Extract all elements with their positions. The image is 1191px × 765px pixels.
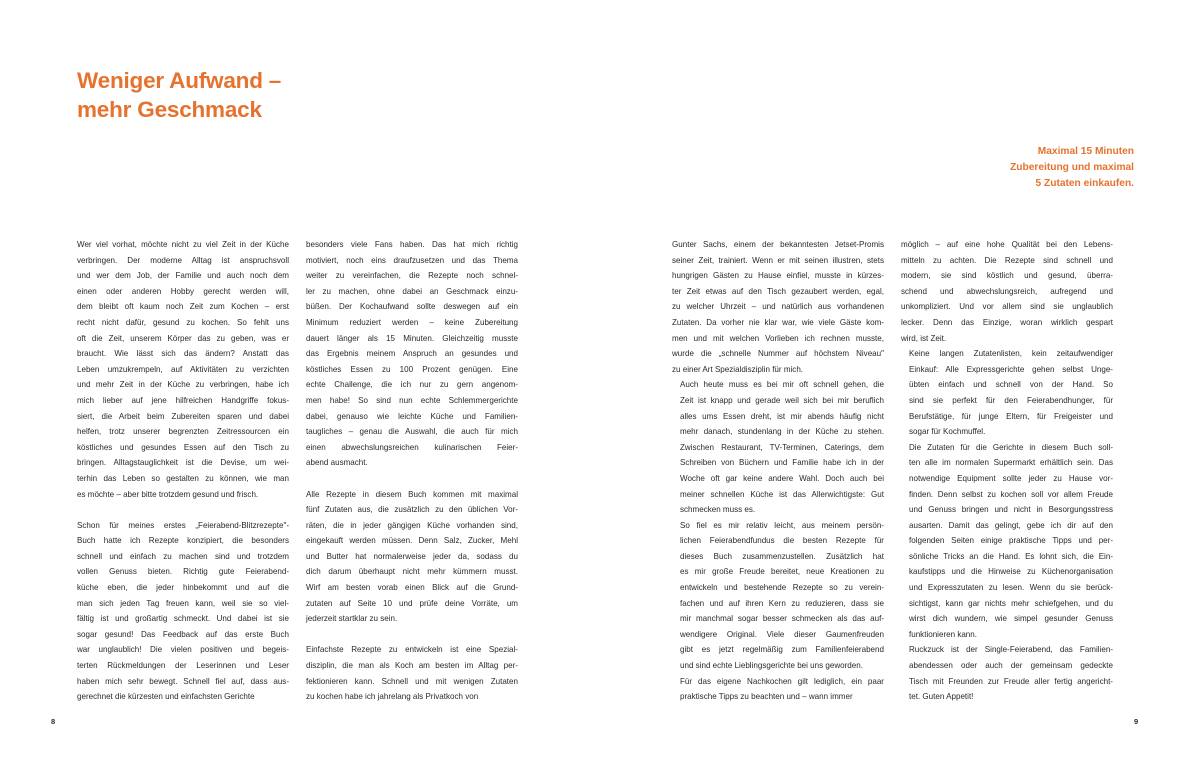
text-column-3 bbox=[672, 237, 884, 705]
text-line: es möchte – aber bitte trotzdem gesund und frisch. bbox=[77, 489, 259, 499]
chapter-title bbox=[77, 66, 477, 124]
text-line: recht nicht dafür, gesund zu kochen. So fehlt uns bbox=[77, 317, 289, 327]
text-column-1 bbox=[77, 237, 289, 705]
paragraph bbox=[672, 377, 884, 517]
text-line: mich lieber auf jene hilfreichen Handgriffe fokus- bbox=[77, 395, 289, 405]
text-line: tet. Guten Appetit! bbox=[909, 692, 974, 702]
text-line: gerechnet die kürzesten und einfachsten Gerichte bbox=[77, 692, 255, 702]
text-line: und wer dem Job, der Familie und auch noch dem bbox=[77, 271, 289, 281]
text-line: einen abwechslungsreichen kulinarischen Feier- bbox=[306, 442, 518, 452]
text-line: dieses Buch zusammenzustellen. Zusätzlich hat bbox=[680, 551, 884, 561]
tagline-line-1: Maximal 15 Minuten bbox=[1037, 146, 1134, 157]
text-line: terten Rückmeldungen der Leserinnen und Leser bbox=[77, 661, 289, 671]
tagline-line-2: Zubereitung und maximal bbox=[1010, 162, 1134, 173]
text-line: abendessen oder auch der gemeinsam gedeckte bbox=[909, 661, 1113, 671]
text-line: Leben umzukrempeln, auf Aktivitäten zu verzichten bbox=[77, 364, 289, 374]
text-line: und Butter hat normalerweise jeder da, sodass du bbox=[306, 551, 518, 561]
text-line: praktische Tipps zu beachten und – wann immer bbox=[680, 692, 853, 702]
text-line: zu einer Art Spezialdisziplin für mich. bbox=[672, 364, 804, 374]
text-line: küche eben, die jeder hinbekommt und auf die bbox=[77, 583, 289, 593]
text-line: Zutaten. Da vorher nie klar war, wie viele Gäste kom- bbox=[672, 317, 884, 327]
text-line: das Ergebnis meinem Anspruch an gesundes und bbox=[306, 349, 518, 359]
text-line: men habe! So sind nun echte Schlemmergerichte bbox=[306, 395, 518, 405]
text-line: verbringen. Der moderne Alltag ist anspruchsvoll bbox=[77, 255, 289, 265]
text-line: Zwischen Restaurant, TV-Terminen, Caterings, dem bbox=[680, 442, 884, 452]
text-line: Berufstätige, für junge Eltern, für Freigeister und bbox=[909, 411, 1113, 421]
text-line: mitteln zu achten. Die Rezepte sind schnell und bbox=[901, 255, 1113, 265]
paragraph bbox=[306, 642, 518, 704]
text-line: Zeit ist knapp und gerade weil sich bei mir beruflich bbox=[680, 395, 884, 405]
text-line: braucht. Wie lässt sich das ändern? Anstatt das bbox=[77, 349, 289, 359]
text-line: alles ums Essen dreht, ist mir abends häufig nicht bbox=[680, 411, 884, 421]
text-line: Schon für meines erstes „Feierabend-Blitzrezepte"- bbox=[77, 520, 289, 530]
text-line: hungrigen Gästen zu Hause einfiel, musste in kürzes- bbox=[672, 271, 884, 281]
text-line: sichtigst, kann gar nichts mehr schiefgehen, und du bbox=[909, 598, 1113, 608]
text-line: Schreiben von Büchern und Familie habe ich in der bbox=[680, 458, 884, 468]
text-line: und Expresszutaten zu lesen. Wenn du sie berück- bbox=[909, 583, 1113, 593]
text-line: ter Zeit etwas auf den Tisch gezaubert werden, egal, bbox=[672, 286, 884, 296]
text-line: disziplin, die man als Koch am besten im Alltag per- bbox=[306, 661, 518, 671]
text-line: Minimum reduziert werden – keine Zubereitung bbox=[306, 317, 518, 327]
text-line: wendigere Original. Viele dieser Gaumenfreuden bbox=[680, 629, 884, 639]
text-line: siert, die Arbeit beim Zubereiten sparen und dabei bbox=[77, 411, 289, 421]
text-line: einen oder anderen Hobby gerecht werden will, bbox=[77, 286, 289, 296]
text-line: zu kochen habe ich jahrelang als Privatkoch von bbox=[306, 692, 479, 702]
text-line: Einkauf: Alle Expressgerichte gehen selbst Unge- bbox=[909, 364, 1113, 374]
text-line: eingekauft werden müssen. Denn Salz, Zucker, Mehl bbox=[306, 536, 518, 546]
text-line: oft die Zeit, unserem Körper das zu geben, was er bbox=[77, 333, 289, 343]
text-line: büßen. Der Kochaufwand sollte deswegen auf ein bbox=[306, 302, 518, 312]
text-line: funktionieren kann. bbox=[909, 629, 977, 639]
text-line: meiner schnellen Küche ist das Allerwichtigste: Gut bbox=[680, 489, 884, 499]
text-line: vollen Genuss bieten. Richtig gute Feierabend- bbox=[77, 567, 289, 577]
text-line: echte Challenge, die ich nur zu gern angenom- bbox=[306, 380, 518, 390]
text-line: Ruckzuck ist der Single-Feierabend, das Familien- bbox=[909, 645, 1113, 655]
text-line: sönliche Tricks an die Hand. Es lohnt sich, die Ein- bbox=[909, 551, 1113, 561]
chapter-title-line-1: Weniger Aufwand – bbox=[77, 68, 282, 93]
text-line: mehr danach, stundenlang in der Küche zu stehen. bbox=[680, 427, 884, 437]
text-line: besonders viele Fans haben. Das hat mich richtig bbox=[306, 240, 518, 249]
text-line: Die Zutaten für die Gerichte in diesem Buch soll- bbox=[909, 442, 1113, 452]
text-line: Buch hatte ich Rezepte konzipiert, die besonders bbox=[77, 536, 289, 546]
page-number-left: 8 bbox=[51, 717, 56, 726]
text-line: haben mich sehr bewegt. Schnell fiel auf, dass aus- bbox=[77, 676, 289, 686]
text-line: schmecken muss es. bbox=[680, 505, 756, 515]
text-line: möglich – auf eine hohe Qualität bei den Lebens- bbox=[901, 240, 1113, 249]
text-line: abend ausmacht. bbox=[306, 458, 368, 468]
text-line: lecker. Denn das Einzige, woran wirklich gespart bbox=[901, 317, 1113, 327]
text-line: ten alle im normalen Supermarkt erhältlich sein. Das bbox=[909, 458, 1113, 468]
tagline-line-3: 5 Zutaten einkaufen. bbox=[1035, 178, 1134, 189]
text-line: wirst dich wundern, wie simpel gesunder Genuss bbox=[909, 614, 1113, 624]
text-line: Tisch mit Freunden zur Freude aller fertig angericht- bbox=[909, 676, 1113, 686]
chapter-title-line-2: mehr Geschmack bbox=[77, 97, 262, 122]
text-line: Wer viel vorhat, möchte nicht zu viel Zeit in der Küche bbox=[77, 240, 289, 249]
text-line: kaufstipps und die Hinweise zu Küchenorganisation bbox=[909, 567, 1113, 577]
text-line: wurde die „schnelle Nummer auf höchstem Niveau" bbox=[672, 349, 884, 359]
text-line: Gunter Sachs, einem der bekanntesten Jetset-Promis bbox=[672, 240, 884, 249]
page-number-right: 9 bbox=[1134, 717, 1139, 726]
text-line: war unglaublich! Die vielen positiven und begeis- bbox=[77, 645, 289, 655]
text-line: So fiel es mir relativ leicht, aus meinem persön- bbox=[680, 520, 884, 530]
text-line: übten einfach und schnell von der Hand. So bbox=[909, 380, 1113, 390]
text-line: fektionieren kann. Schnell und mit wenigen Zutaten bbox=[306, 676, 518, 686]
text-line: helfen, trotz unserer begrenzten Zeitressourcen ein bbox=[77, 427, 289, 437]
text-line: köstliches Essen zu 100 Prozent genügen. Eine bbox=[306, 364, 518, 374]
paragraph bbox=[77, 518, 289, 705]
text-line: ausarten. Damit das gelingt, gebe ich dir auf den bbox=[909, 520, 1113, 530]
text-column-4 bbox=[901, 237, 1113, 705]
text-line: jederzeit startklar zu sein. bbox=[306, 614, 398, 624]
text-line: unkompliziert. Und vor allem sind sie unglaublich bbox=[901, 302, 1113, 312]
text-line: fachen und auf ihren Kern zu reduzieren, dass sie bbox=[680, 598, 884, 608]
paragraph bbox=[901, 346, 1113, 440]
text-line: motiviert, noch eins draufzusetzen und das Thema bbox=[306, 255, 518, 265]
text-line: finden. Denn selbst zu kochen soll vor allem Freude bbox=[909, 489, 1113, 499]
text-line: entwickeln und bestehende Rezepte so zu verein- bbox=[680, 583, 884, 593]
text-line: Woche oft gar keine andere Wahl. Doch auch bei bbox=[680, 473, 884, 483]
text-line: und sind echte Lieblingsgerichte bei uns geworden. bbox=[680, 661, 863, 671]
paragraph bbox=[672, 237, 884, 377]
text-line: wird, ist Zeit. bbox=[901, 333, 947, 343]
text-line: dabei, genauso wie leichte Küche und Familien- bbox=[306, 411, 518, 421]
text-line: Keine langen Zutatenlisten, kein zeitaufwendiger bbox=[909, 349, 1113, 359]
text-line: mir manchmal sogar besser schmecken als das auf- bbox=[680, 614, 884, 624]
text-line: zutaten auf Seite 10 und prüfe deine Vorräte, um bbox=[306, 598, 518, 608]
text-line: fältig ist und großartig schmeckt. Und dabei ist sie bbox=[77, 614, 289, 624]
text-line: modern, sie sind köstlich und gesund, überra- bbox=[901, 271, 1113, 281]
text-line: köstliches und gesundes Essen auf den Tisch zu bbox=[77, 442, 289, 452]
text-line: zu welcher Uhrzeit – und natürlich aus vorhandenen bbox=[672, 302, 884, 312]
text-line: Einfachste Rezepte zu entwickeln ist eine Spezial- bbox=[306, 645, 518, 655]
paragraph bbox=[901, 440, 1113, 643]
paragraph bbox=[672, 518, 884, 674]
paragraph bbox=[77, 237, 289, 502]
text-line: fünf Zutaten aus, die zusätzlich zu den üblichen Vor- bbox=[306, 505, 518, 515]
text-line: es mir große Freude bereitet, neue Kreationen zu bbox=[680, 567, 884, 577]
text-line: und mehr Zeit in der Küche zu verbringen, habe ich bbox=[77, 380, 289, 390]
text-line: sind sie perfekt für den Feierabendhunger, für bbox=[909, 395, 1113, 405]
text-line: taugliches – genau die Auswahl, die auch für mich bbox=[306, 427, 518, 437]
text-line: räten, die in jeder gängigen Küche vorhanden sind, bbox=[306, 520, 518, 530]
paragraph bbox=[306, 237, 518, 471]
text-line: dauert länger als 15 Minuten. Gleichzeitig musste bbox=[306, 333, 518, 343]
text-line: schnell und einfach zu machen sind und trotzdem bbox=[77, 551, 289, 561]
text-line: bringen. Alltagstauglichkeit ist die Devise, um wei- bbox=[77, 458, 289, 468]
text-line: men und mit welchen Vorlieben ich rechnen musste, bbox=[672, 333, 884, 343]
text-line: Wirf am besten vorab einen Blick auf die Grund- bbox=[306, 583, 518, 593]
text-line: und Genuss bringen und nicht in Besorgungsstress bbox=[909, 505, 1113, 515]
text-line: seiner Zeit, trainiert. Wenn er mit seinen illustren, stets bbox=[672, 255, 884, 265]
tagline bbox=[930, 144, 1134, 192]
text-line: dich darum überhaupt nicht mehr kümmern musst. bbox=[306, 567, 518, 577]
text-line: Für das eigene Nachkochen gilt lediglich, ein paar bbox=[680, 676, 884, 686]
text-line: ler zu machen, ohne dabei an Geschmack einzu- bbox=[306, 286, 518, 296]
text-line: folgenden Seiten einige praktische Tipps und per- bbox=[909, 536, 1113, 546]
paragraph bbox=[672, 674, 884, 705]
text-line: weiter zu vereinfachen, die Rezepte noch schnel- bbox=[306, 271, 518, 281]
text-line: Auch heute muss es bei mir oft schnell gehen, die bbox=[680, 380, 884, 390]
text-line: terhin das Leben so gestalten zu können, wie man bbox=[77, 473, 289, 483]
text-line: Alle Rezepte in diesem Buch kommen mit maximal bbox=[306, 489, 518, 499]
paragraph bbox=[306, 487, 518, 627]
paragraph bbox=[901, 237, 1113, 346]
text-line: notwendige Equipment sollte jeder zu Hause vor- bbox=[909, 473, 1113, 483]
text-line: sogar gesund! Das Feedback auf das erste Buch bbox=[77, 629, 289, 639]
text-column-2 bbox=[306, 237, 518, 705]
text-line: man sich jeden Tag freuen kann, weil sie so viel- bbox=[77, 598, 289, 608]
text-line: gibt es jetzt regelmäßig zum Familienfeierabend bbox=[680, 645, 884, 655]
text-line: dem bleibt oft kaum noch Zeit zum Kochen – erst bbox=[77, 302, 289, 312]
text-line: schend und abwechslungsreich, aufregend und bbox=[901, 286, 1113, 296]
paragraph bbox=[901, 642, 1113, 704]
text-line: sogar für Kochmuffel. bbox=[909, 427, 986, 437]
text-line: lichen Feierabendfundus die besten Rezepte für bbox=[680, 536, 884, 546]
